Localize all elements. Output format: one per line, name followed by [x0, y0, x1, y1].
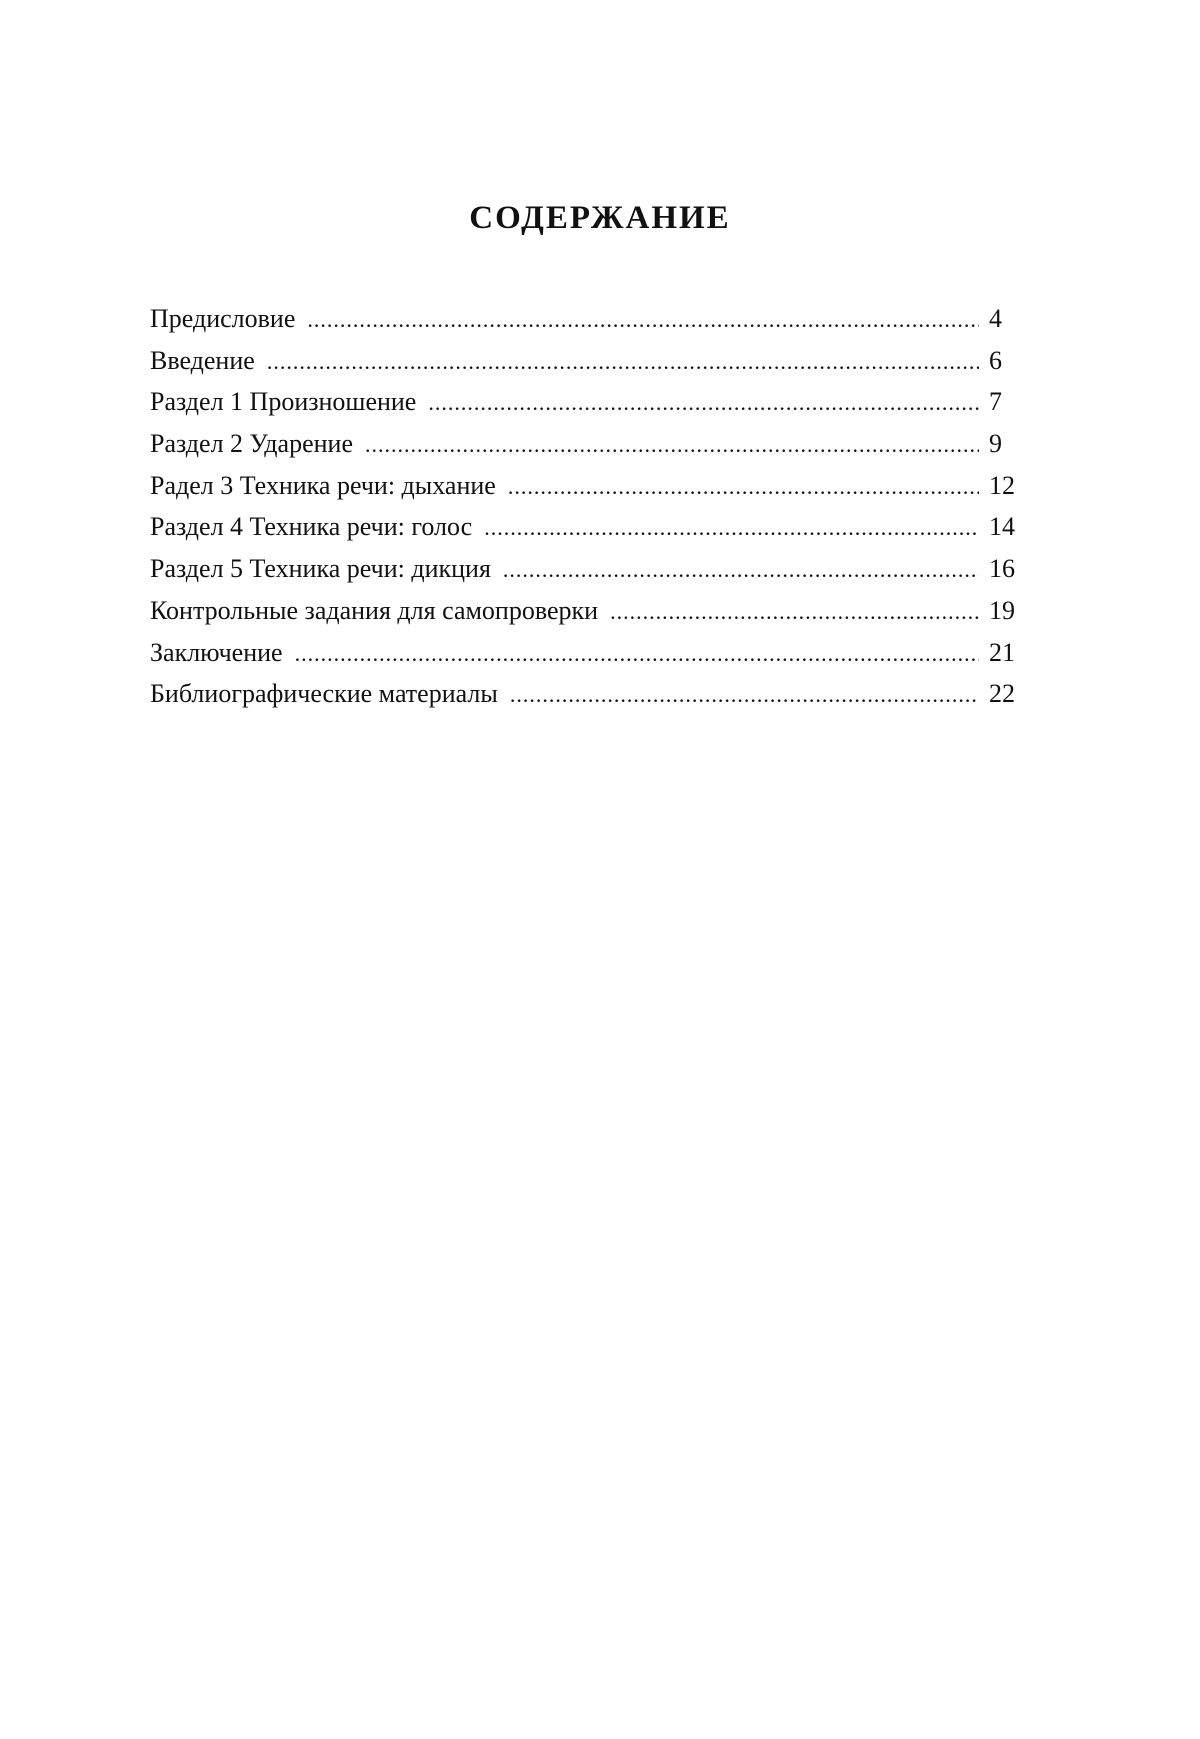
toc-entry-section-4[interactable]: [150, 506, 1035, 548]
toc-page-number: 4: [989, 304, 1002, 333]
toc-entry-section-2[interactable]: [150, 423, 1035, 465]
dot-leader: [503, 549, 979, 591]
toc-page-number: 14: [989, 512, 1015, 542]
toc-entry-preface[interactable]: [150, 298, 1035, 340]
dot-leader: [484, 507, 979, 549]
table-of-contents: [150, 298, 1035, 715]
dot-leader: [610, 591, 979, 633]
toc-entry-bibliography[interactable]: [150, 673, 1035, 715]
toc-page-number: 6: [989, 345, 1002, 375]
toc-page-number: 19: [989, 595, 1015, 625]
toc-entry-label: Раздел 1 Произношение: [150, 387, 417, 417]
toc-page-number: 22: [989, 679, 1015, 709]
dot-leader: [428, 382, 979, 424]
toc-page-number: 21: [989, 637, 1015, 667]
dot-leader: [510, 674, 979, 716]
dot-leader: [295, 633, 979, 675]
dot-leader: [307, 299, 979, 341]
dot-leader: [365, 424, 979, 466]
toc-page-number: 16: [989, 554, 1015, 584]
toc-entry-section-5[interactable]: [150, 548, 1035, 590]
toc-entry-label: Библиографические материалы: [150, 679, 498, 709]
toc-entry-label: Радел 3 Техника речи: дыхание: [150, 470, 496, 500]
toc-entry-conclusion[interactable]: [150, 632, 1035, 674]
toc-entry-introduction[interactable]: [150, 340, 1035, 382]
toc-page-number: 9: [989, 429, 1002, 459]
toc-entry-label: Раздел 4 Техника речи: голос: [150, 512, 473, 542]
toc-page-number: 7: [989, 387, 1002, 417]
toc-entry-label: Заключение: [150, 637, 283, 667]
toc-page-number: 12: [989, 470, 1015, 500]
toc-entry-section-1[interactable]: [150, 381, 1035, 423]
dot-leader: [267, 341, 979, 383]
toc-entry-label: Введение: [150, 345, 255, 375]
dot-leader: [508, 466, 979, 508]
toc-entry-section-3[interactable]: [150, 465, 1035, 507]
page-title: СОДЕРЖАНИЕ: [469, 200, 731, 236]
toc-entry-label: Раздел 2 Ударение: [150, 429, 353, 459]
toc-entry-label: Контрольные задания для самопроверки: [150, 595, 599, 625]
toc-entry-label: Предисловие: [150, 304, 296, 333]
toc-entry-label: Раздел 5 Техника речи: дикция: [150, 554, 491, 584]
toc-entry-self-check[interactable]: [150, 590, 1035, 632]
